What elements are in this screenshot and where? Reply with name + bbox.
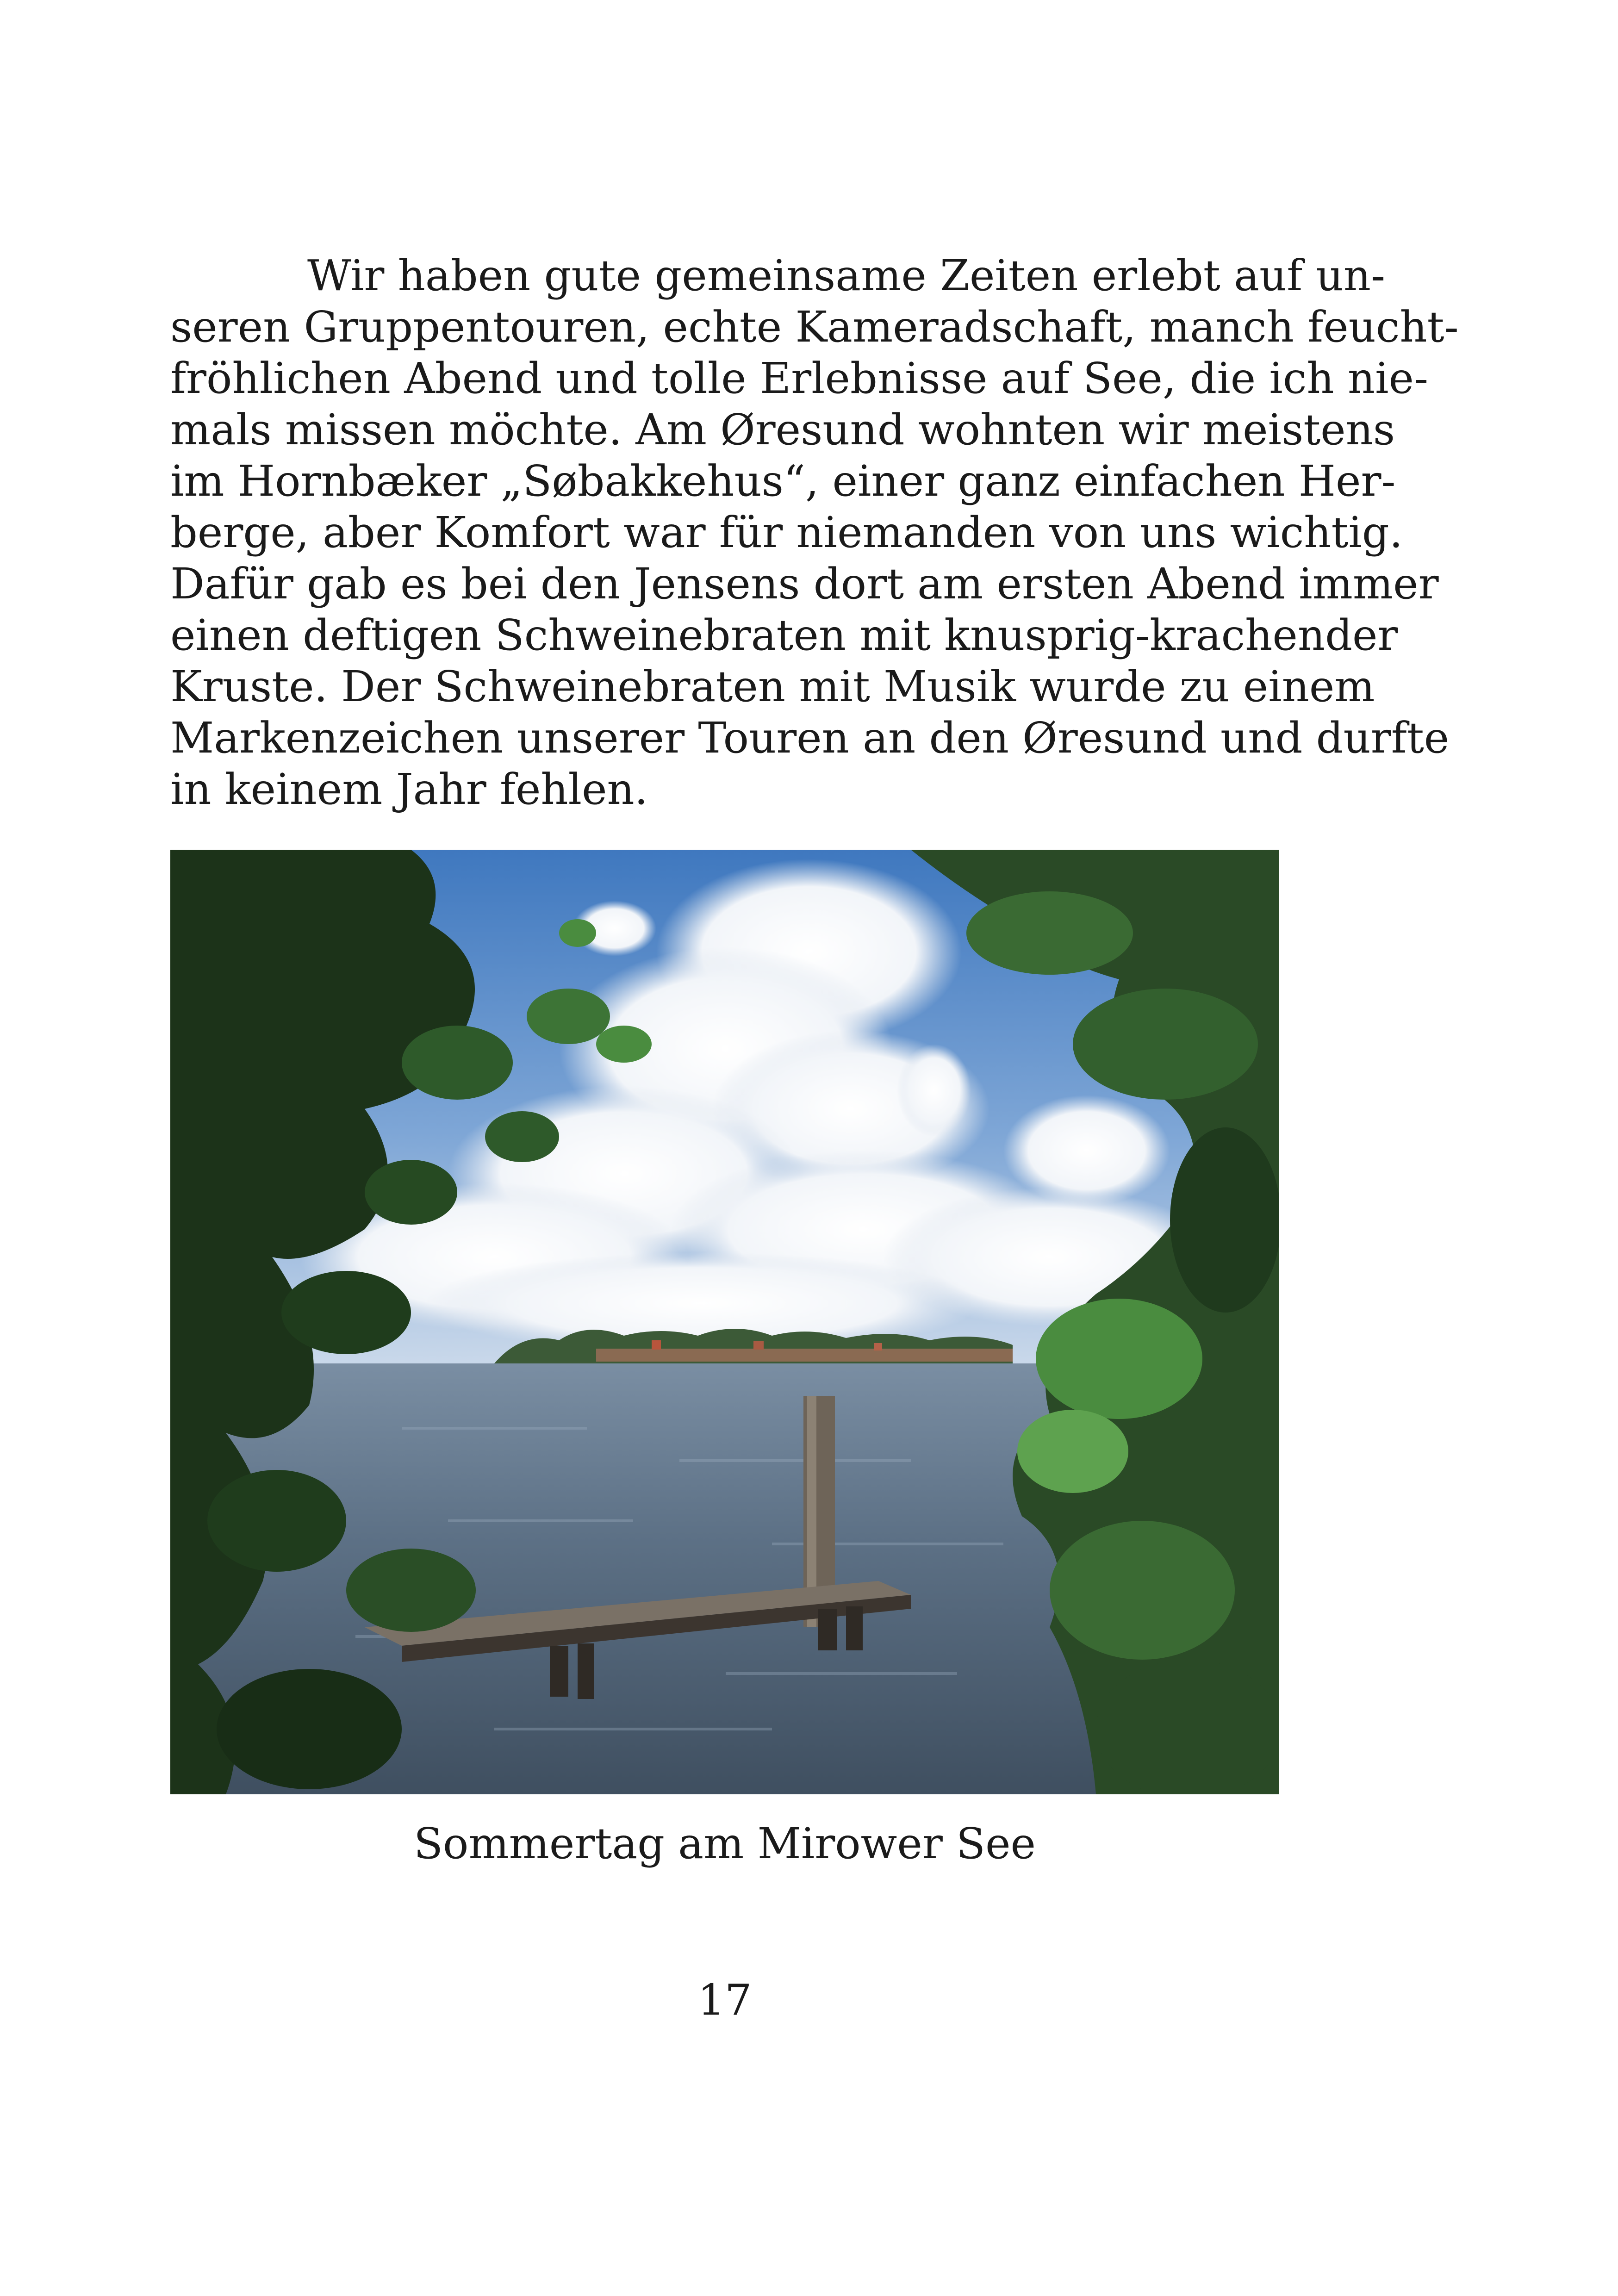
text-line: Markenzeichen unserer Touren an den Øresund und durfte bbox=[170, 713, 1450, 763]
figure-caption: Sommertag am Mirower See bbox=[414, 1819, 1036, 1868]
text-line: im Hornbæker „Søbakkehus“, einer ganz einfachen Her- bbox=[170, 456, 1396, 506]
lake-photo bbox=[170, 850, 1279, 1794]
lake-photo-illustration bbox=[170, 850, 1279, 1794]
text-line: seren Gruppentouren, echte Kameradschaft, manch feucht- bbox=[170, 302, 1459, 352]
text-line: Kruste. Der Schweinebraten mit Musik wurde zu einem bbox=[170, 662, 1375, 711]
text-line: Wir haben gute gemeinsame Zeiten erlebt auf un- bbox=[307, 251, 1386, 300]
page-number: 17 bbox=[697, 1975, 752, 2025]
text-line: fröhlichen Abend und tolle Erlebnisse auf See, die ich nie- bbox=[170, 354, 1429, 403]
text-line: einen deftigen Schweinebraten mit knusprig-krachender bbox=[170, 610, 1398, 660]
text-line: in keinem Jahr fehlen. bbox=[170, 765, 648, 814]
body-paragraph bbox=[170, 250, 1459, 815]
text-line: berge, aber Komfort war für niemanden von uns wichtig. bbox=[170, 508, 1403, 557]
text-line: Dafür gab es bei den Jensens dort am ersten Abend immer bbox=[170, 559, 1439, 609]
text-line: mals missen möchte. Am Øresund wohnten wir meistens bbox=[170, 405, 1395, 454]
